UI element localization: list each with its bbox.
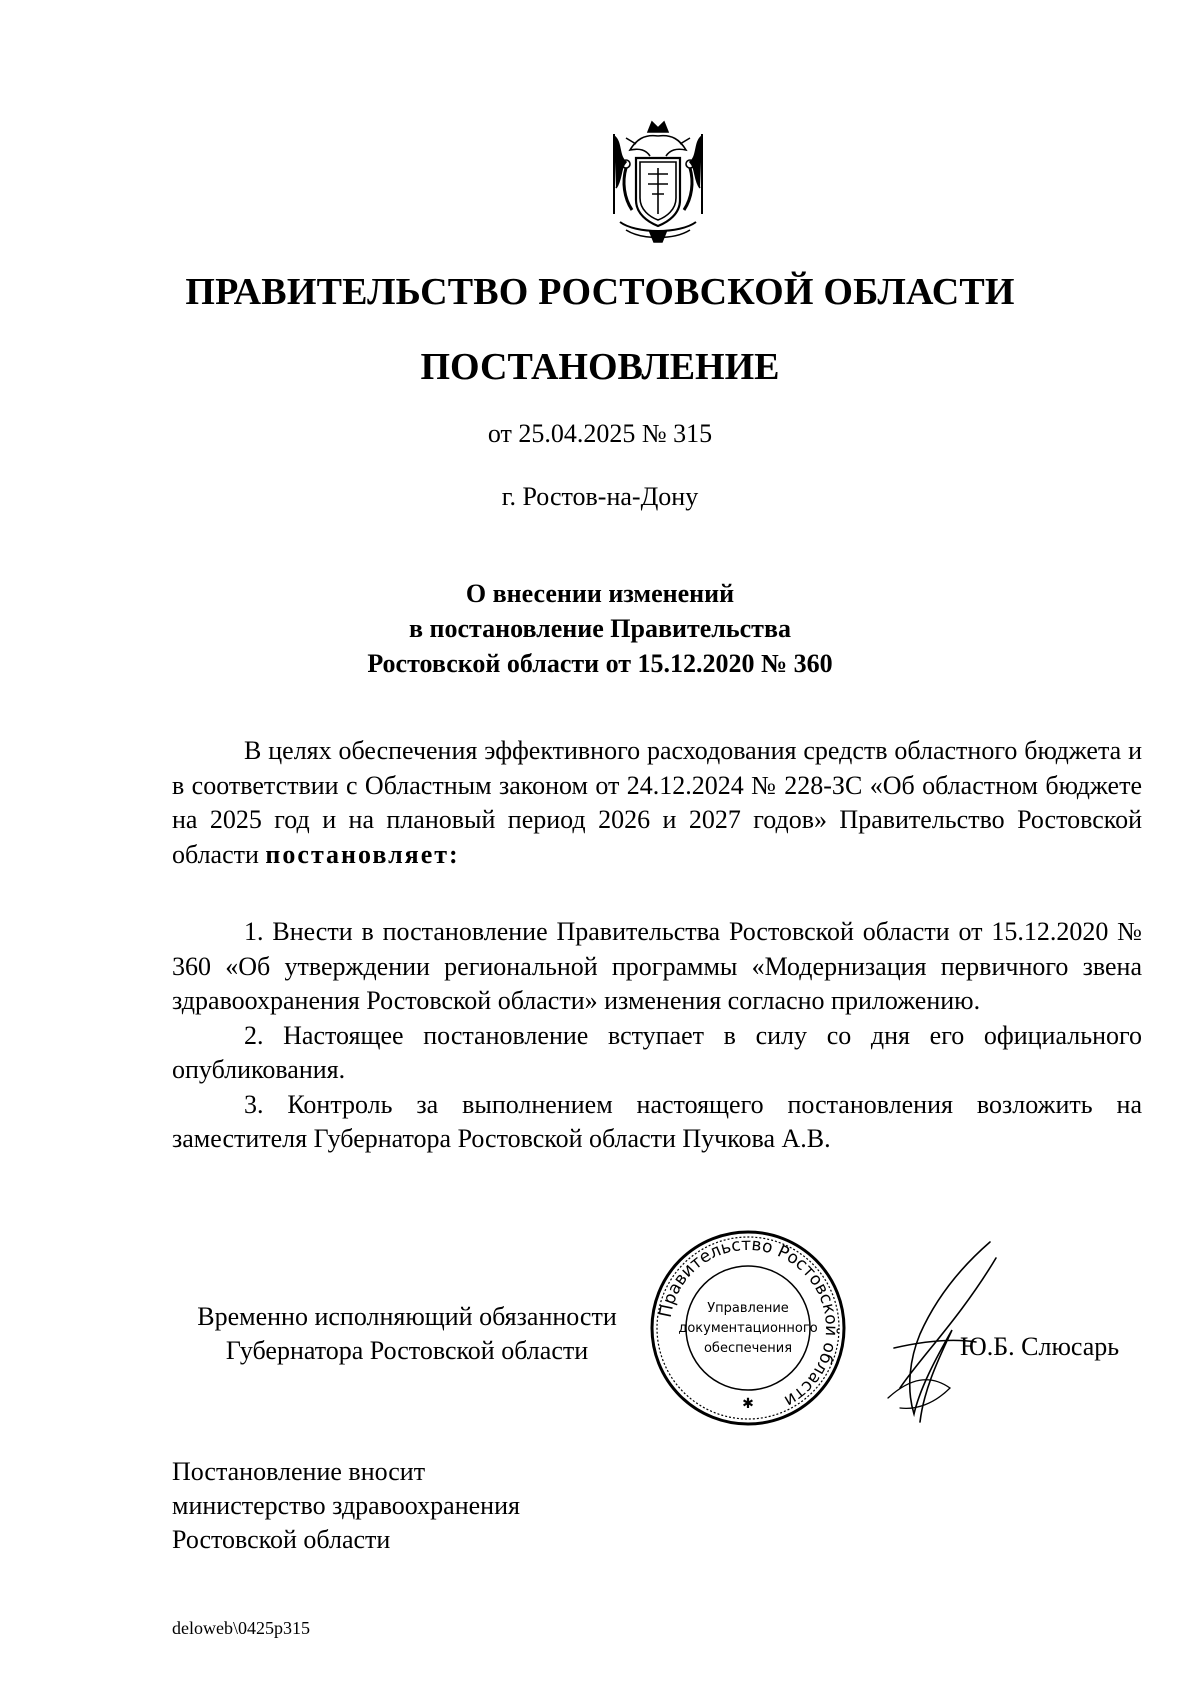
document-code: deloweb\0425p315 — [172, 1618, 310, 1638]
document-subject — [0, 576, 1200, 681]
position-line: Губернатора Ростовской области — [225, 1336, 589, 1365]
signatory-position — [172, 1300, 642, 1368]
decree-item: 1. Внести в постановление Правительства Ростовской области от 15.12.2020 № 360 «Об утверждении региональной программы «Модернизация первичного звена здравоохранения Ростовской области» изменения согласно приложению. — [172, 917, 1142, 1015]
submitter-line: Постановление вносит — [172, 1457, 426, 1486]
submitter-line: Ростовской области — [172, 1525, 391, 1554]
submitter-line: министерство здравоохранения — [172, 1491, 520, 1520]
document-date-number: от 25.04.2025 № 315 — [487, 419, 713, 448]
document-city: г. Ростов-на-Дону — [501, 482, 699, 511]
subject-line: Ростовской области от 15.12.2020 № 360 — [367, 649, 833, 678]
document-type: ПОСТАНОВЛЕНИЕ — [420, 346, 780, 388]
decree-items — [172, 915, 1142, 1157]
seal-center-line: Управление — [707, 1301, 789, 1316]
subject-line: в постановление Правительства — [408, 614, 791, 643]
official-seal — [648, 1228, 848, 1428]
decree-item: 3. Контроль за выполнением настоящего постановления возложить на заместителя Губернатора Ростовской области Пучкова А.В. — [172, 1089, 1142, 1153]
position-line: Временно исполняющий обязанности — [197, 1302, 617, 1331]
preamble-emphasis: постановляет: — [265, 839, 460, 869]
coat-of-arms-icon — [596, 118, 720, 244]
preamble-text: В целях обеспечения эффективного расходования средств областного бюджета и в соответствии с Областным законом от 24.12.2024 № 228-ЗС «Об областном бюджете на 2025 год и на плановый период 2026 и 2027 годов» Правительство Ростовской области — [172, 736, 1142, 869]
seal-star-icon: ✱ — [742, 1397, 754, 1412]
submitter-block — [172, 1455, 520, 1557]
preamble-paragraph — [172, 734, 1142, 872]
seal-center-line: документационного — [678, 1321, 818, 1336]
seal-ring-text: Правительство Ростовской области — [655, 1234, 842, 1411]
organization-title: ПРАВИТЕЛЬСТВО РОСТОВСКОЙ ОБЛАСТИ — [185, 271, 1015, 313]
signatory-name: Ю.Б. Слюсарь — [960, 1332, 1120, 1361]
decree-item: 2. Настоящее постановление вступает в силу со дня его официального опубликования. — [172, 1020, 1142, 1084]
subject-line: О внесении изменений — [465, 579, 735, 608]
seal-center-line: обеспечения — [703, 1341, 793, 1356]
